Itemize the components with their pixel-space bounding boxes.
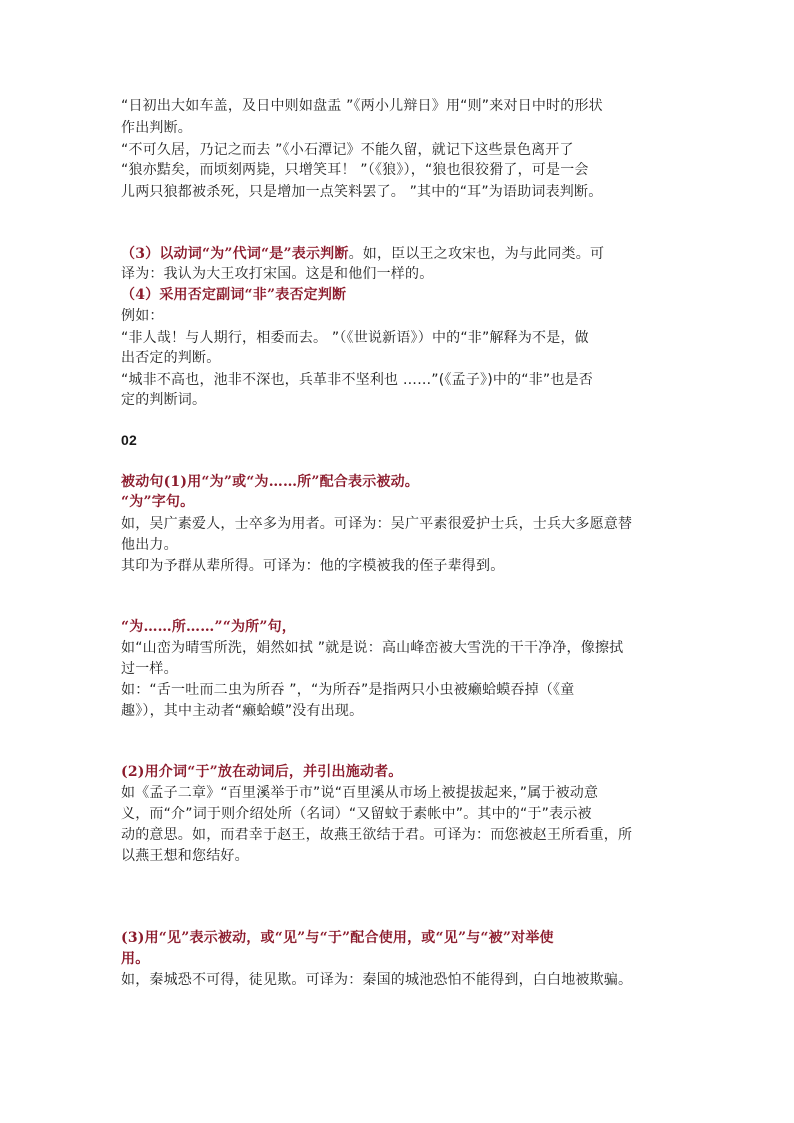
paragraph-line: 趣》），其中主动者“癞蛤蟆”没有出现。 <box>121 703 364 719</box>
heading-line-3 <box>121 244 681 264</box>
paragraph-line: 作出判断。 <box>121 120 192 136</box>
sub-heading: (2)用介词“于”放在动词后，并引出施动者。 <box>121 764 403 780</box>
paragraph-line: “狼亦黠矣，而顷刻两毙，只增笑耳！ ”（《狼》），“狼也很狡猾了，可是一会 <box>121 162 589 178</box>
heading-3-bold: （3）以动词“为”代词“是”表示判断 <box>121 246 349 262</box>
sub-heading: 用。 <box>121 951 150 967</box>
paragraph-line: 如，秦城恐不可得，徒见欺。可译为：秦国的城池恐怕不能得到，白白地被欺骗。 <box>121 972 633 988</box>
section-heading: 被动句(1)用“为”或“为……所”配合表示被动。 <box>121 474 419 490</box>
paragraph-line: 过一样。 <box>121 661 178 677</box>
paragraph-line: “不可久居，乃记之而去 ”《小石潭记》不能久留，就记下这些景色离开了 <box>121 142 574 158</box>
paragraph-line: 儿两只狼都被杀死，只是增加一点笑料罢了。 ”其中的“耳”为语助词表判断。 <box>121 184 603 200</box>
sub-heading: “为……所……”“为所”句， <box>121 619 297 635</box>
paragraph-line: 以燕王想和您结好。 <box>121 848 249 864</box>
paragraph-line: 其印为予群从辈所得。可译为：他的字模被我的侄子辈得到。 <box>121 558 505 574</box>
paragraph-line: 译为：我认为大王攻打宋国。这是和他们一样的。 <box>121 266 434 282</box>
paragraph-line: “非人哉！与人期行，相委而去。 ”（《世说新语》）中的“非”解释为不是，做 <box>121 330 589 346</box>
paragraph-line: 例如： <box>121 308 164 324</box>
paragraph-line: 如：“舌一吐而二虫为所吞 ”，“为所吞”是指两只小虫被癞蛤蟆吞掉（《童 <box>121 682 575 698</box>
paragraph-line: 动的意思。如，而君幸于赵王，故燕王欲结于君。可译为：而您被赵王所看重，所 <box>121 827 633 843</box>
paragraph-line: 如，吴广素爱人，士卒多为用者。可译为：吴广平素很爱护士兵，士兵大多愿意替 <box>121 516 633 532</box>
paragraph-line: 义，而“介”词于则介绍处所（名词）“又留蚊于素帐中”。其中的“于”表示被 <box>121 806 592 822</box>
paragraph-line: “城非不高也，池非不深也，兵革非不坚利也 ……”(《孟子》)中的“非”也是否 <box>121 372 593 388</box>
paragraph-line: 出否定的判断。 <box>121 350 221 366</box>
paragraph-line: “日初出大如车盖，及日中则如盘盂 ”《两小儿辩日》用“则”来对日中时的形状 <box>121 98 603 114</box>
heading-line-4: （4）采用否定副词“非”表否定判断 <box>121 287 347 303</box>
heading-3-rest: 。如，臣以王之攻宋也，为与此同类。可 <box>348 246 605 262</box>
paragraph-line: 如《孟子二章》“百里溪举于市”说“百里溪从市场上被提拔起来，”属于被动意 <box>121 785 599 801</box>
section-number: 02 <box>121 432 137 448</box>
sub-heading: (3)用“见”表示被动，或“见”与“于”配合使用，或“见”与“被”对举使 <box>121 930 554 946</box>
paragraph-line: 他出力。 <box>121 537 178 553</box>
sub-heading: “为”字句。 <box>121 494 195 510</box>
paragraph-line: 如“山峦为晴雪所洗，娟然如拭 ”就是说：高山峰峦被大雪洗的干干净净，像擦拭 <box>121 640 624 656</box>
paragraph-line: 定的判断词。 <box>121 392 207 408</box>
